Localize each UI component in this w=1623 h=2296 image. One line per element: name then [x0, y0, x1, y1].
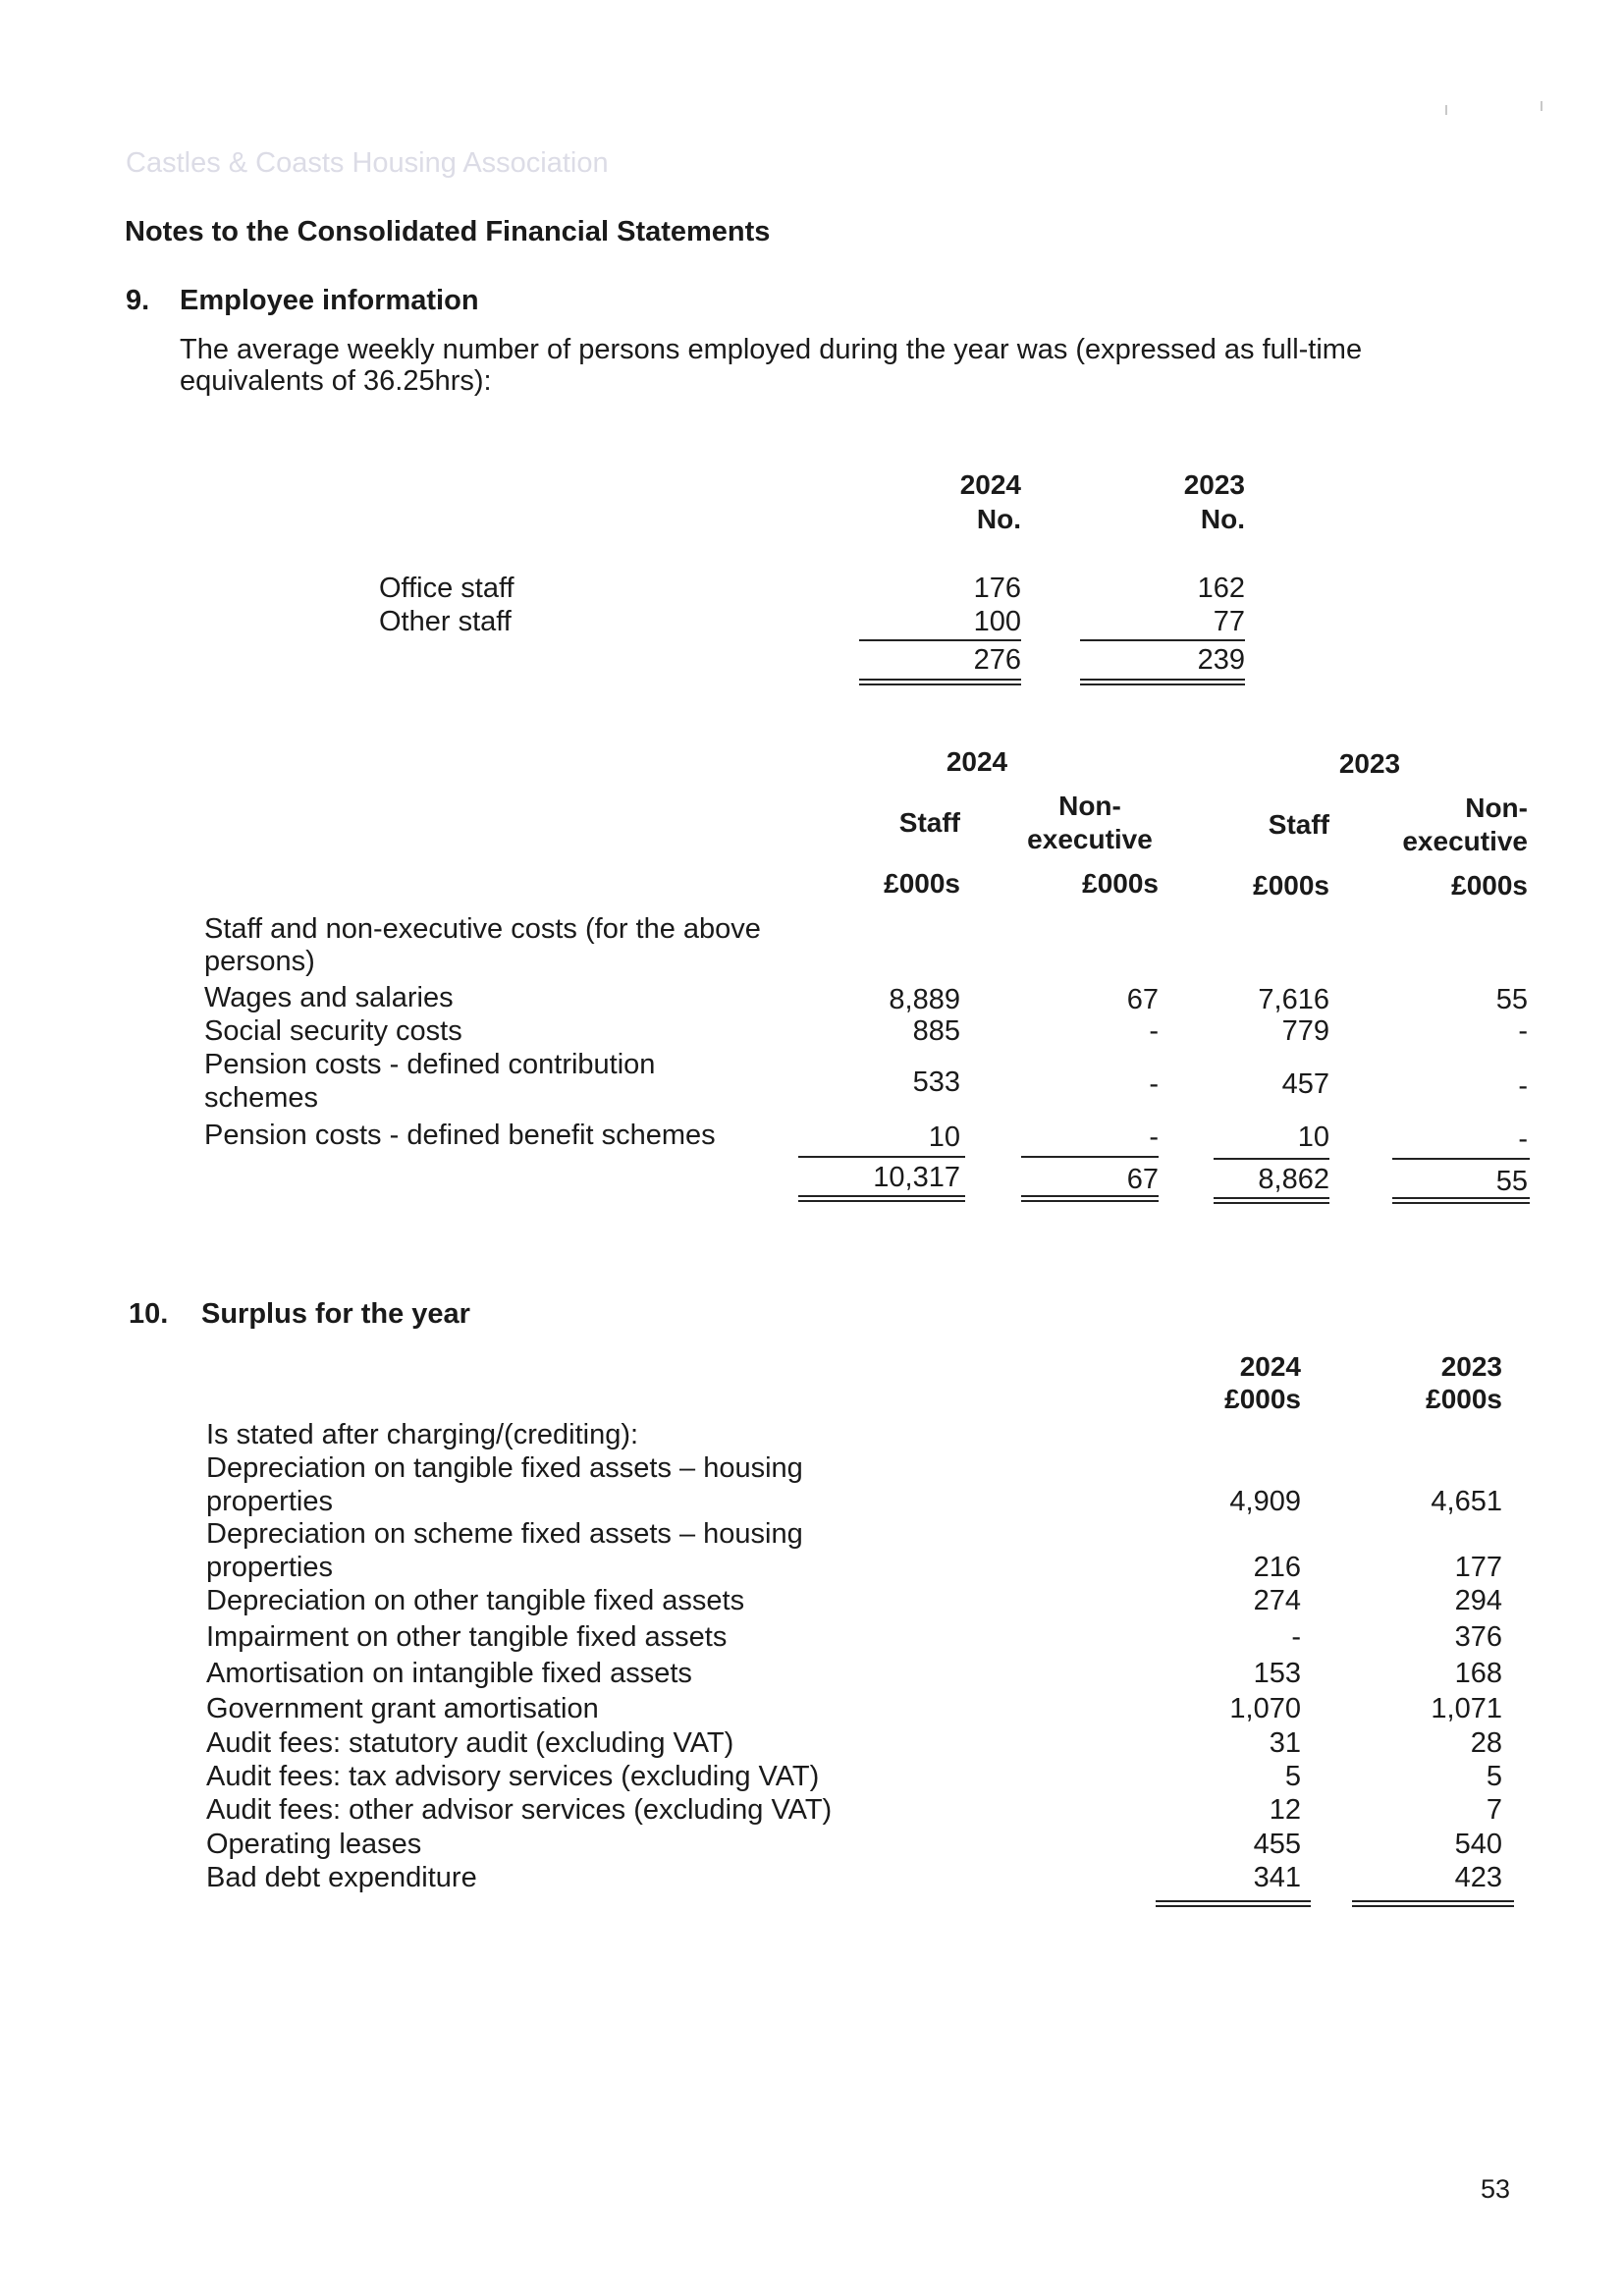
costs-year-2024: 2024	[946, 746, 1008, 777]
total-double-rule	[1392, 1197, 1530, 1204]
note10-number: 10.	[129, 1298, 169, 1330]
note9-intro-line1: The average weekly number of persons employed during the year was (expressed as full-time	[180, 334, 1363, 365]
costs-total-nonexec-2023: 55	[1495, 1166, 1528, 1197]
costs-row-nonexec-2024: -	[1149, 1121, 1159, 1153]
subtotal-rule	[1021, 1156, 1159, 1158]
surplus-row-2024: 216	[1253, 1552, 1301, 1583]
headcount-row-2024: 100	[973, 606, 1021, 637]
surplus-row-label-cont: properties	[206, 1552, 333, 1583]
costs-header-nonexec-2024-line1: Non-	[1058, 791, 1121, 821]
headcount-col-2023: 2023	[1183, 469, 1245, 500]
headcount-total-2024: 276	[973, 644, 1021, 676]
costs-row-nonexec-2024: -	[1149, 1068, 1159, 1100]
surplus-row-2024: 341	[1253, 1862, 1301, 1893]
costs-unit-nonexec-2024: £000s	[1082, 868, 1159, 899]
headcount-row-2023: 162	[1197, 573, 1245, 604]
subtotal-rule	[1080, 639, 1245, 641]
headcount-row-label: Office staff	[379, 573, 514, 604]
total-double-rule	[1214, 1197, 1329, 1204]
note10-title: Surplus for the year	[201, 1298, 470, 1330]
costs-row-nonexec-2023: -	[1518, 1015, 1528, 1047]
surplus-row-label: Operating leases	[206, 1829, 422, 1860]
costs-row-staff-2023: 7,616	[1258, 984, 1329, 1015]
costs-heading-line1: Staff and non-executive costs (for the above	[204, 913, 761, 945]
costs-total-staff-2023: 8,862	[1258, 1164, 1329, 1195]
scan-mark	[1541, 101, 1542, 111]
surplus-row-2023: 5	[1486, 1761, 1502, 1792]
surplus-row-label-cont: properties	[206, 1486, 333, 1517]
costs-row-label: Wages and salaries	[204, 982, 454, 1013]
surplus-row-2023: 177	[1454, 1552, 1502, 1583]
surplus-row-2024: 31	[1269, 1727, 1301, 1759]
note9-number: 9.	[126, 285, 150, 316]
subtotal-rule	[1214, 1158, 1329, 1160]
surplus-row-2024: 12	[1269, 1794, 1301, 1826]
costs-row-staff-2024: 10	[928, 1121, 960, 1153]
costs-unit-staff-2023: £000s	[1253, 870, 1329, 901]
surplus-row-2024: 4,909	[1229, 1486, 1301, 1517]
total-double-rule	[859, 679, 1021, 685]
headcount-row-2023: 77	[1213, 606, 1245, 637]
surplus-row-label: Audit fees: tax advisory services (excluding VAT)	[206, 1761, 820, 1792]
surplus-row-label: Government grant amortisation	[206, 1693, 599, 1724]
costs-header-staff-2023: Staff	[1268, 809, 1329, 840]
surplus-row-2023: 540	[1454, 1829, 1502, 1860]
headcount-total-2023: 239	[1197, 644, 1245, 676]
surplus-row-2024: 274	[1253, 1585, 1301, 1616]
surplus-row-2023: 168	[1454, 1658, 1502, 1689]
surplus-col-2023: 2023	[1440, 1351, 1502, 1382]
costs-row-label-cont: schemes	[204, 1082, 319, 1114]
costs-row-staff-2023: 10	[1297, 1121, 1329, 1153]
surplus-row-2024: 455	[1253, 1829, 1301, 1860]
org-name-watermark: Castles & Coasts Housing Association	[126, 147, 609, 179]
surplus-row-2023: 7	[1486, 1794, 1502, 1826]
surplus-row-2023: 4,651	[1431, 1486, 1502, 1517]
costs-total-nonexec-2024: 67	[1126, 1164, 1159, 1195]
subtotal-rule	[1392, 1158, 1530, 1160]
costs-row-staff-2024: 885	[912, 1015, 960, 1047]
headcount-row-label: Other staff	[379, 606, 512, 637]
costs-total-staff-2024: 10,317	[873, 1162, 960, 1193]
costs-row-label: Pension costs - defined benefit schemes	[204, 1120, 716, 1151]
headcount-unit-2024: No.	[976, 504, 1021, 534]
surplus-row-2023: 294	[1454, 1585, 1502, 1616]
surplus-row-label: Amortisation on intangible fixed assets	[206, 1658, 692, 1689]
surplus-row-2023: 376	[1454, 1621, 1502, 1653]
surplus-intro: Is stated after charging/(crediting):	[206, 1419, 639, 1450]
total-double-rule	[1080, 679, 1245, 685]
costs-row-staff-2023: 779	[1281, 1015, 1329, 1047]
surplus-row-2023: 423	[1454, 1862, 1502, 1893]
costs-heading-line2: persons)	[204, 946, 315, 977]
surplus-row-label: Audit fees: other advisor services (excluding VAT)	[206, 1794, 833, 1826]
surplus-row-2023: 28	[1470, 1727, 1502, 1759]
surplus-row-label: Impairment on other tangible fixed assets	[206, 1621, 728, 1653]
surplus-row-2024: 1,070	[1229, 1693, 1301, 1724]
costs-header-nonexec-2023-line2: executive	[1402, 826, 1528, 856]
subtotal-rule	[798, 1156, 965, 1158]
headcount-col-2024: 2024	[959, 469, 1021, 500]
costs-row-staff-2024: 8,889	[889, 984, 960, 1015]
surplus-row-label: Depreciation on other tangible fixed assets	[206, 1585, 745, 1616]
surplus-row-label: Bad debt expenditure	[206, 1862, 477, 1893]
costs-unit-staff-2024: £000s	[884, 868, 960, 899]
page-number: 53	[1480, 2174, 1510, 2204]
total-double-rule	[1352, 1900, 1514, 1907]
costs-header-staff-2024: Staff	[898, 807, 960, 838]
surplus-row-label: Depreciation on tangible fixed assets – housing	[206, 1452, 803, 1484]
surplus-unit-2023: £000s	[1426, 1384, 1502, 1414]
doc-title: Notes to the Consolidated Financial Statements	[125, 216, 771, 247]
costs-row-label: Social security costs	[204, 1015, 462, 1047]
costs-header-nonexec-2024-line2: executive	[1027, 824, 1153, 854]
total-double-rule	[798, 1195, 965, 1202]
scan-mark	[1445, 105, 1447, 115]
costs-row-nonexec-2024: 67	[1126, 984, 1159, 1015]
costs-year-2023: 2023	[1338, 748, 1401, 779]
costs-row-staff-2023: 457	[1281, 1068, 1329, 1100]
surplus-row-2023: 1,071	[1431, 1693, 1502, 1724]
costs-unit-nonexec-2023: £000s	[1451, 870, 1528, 901]
surplus-row-2024: 5	[1284, 1761, 1301, 1792]
costs-row-nonexec-2023: -	[1518, 1070, 1528, 1102]
headcount-unit-2023: No.	[1200, 504, 1245, 534]
surplus-col-2024: 2024	[1239, 1351, 1301, 1382]
surplus-unit-2024: £000s	[1224, 1384, 1301, 1414]
note9-intro-line2: equivalents of 36.25hrs):	[180, 365, 492, 397]
note9-title: Employee information	[180, 285, 479, 316]
costs-row-staff-2024: 533	[912, 1066, 960, 1098]
headcount-row-2024: 176	[973, 573, 1021, 604]
surplus-row-2024: 153	[1253, 1658, 1301, 1689]
subtotal-rule	[859, 639, 1021, 641]
costs-row-nonexec-2023: -	[1518, 1123, 1528, 1155]
costs-row-nonexec-2023: 55	[1495, 984, 1528, 1015]
surplus-row-label: Audit fees: statutory audit (excluding VAT)	[206, 1727, 734, 1759]
surplus-row-label: Depreciation on scheme fixed assets – housing	[206, 1518, 803, 1550]
total-double-rule	[1156, 1900, 1311, 1907]
costs-header-nonexec-2023-line1: Non-	[1465, 793, 1528, 823]
costs-row-nonexec-2024: -	[1149, 1015, 1159, 1047]
surplus-row-2024: -	[1291, 1621, 1301, 1653]
costs-row-label: Pension costs - defined contribution	[204, 1049, 656, 1080]
total-double-rule	[1021, 1195, 1159, 1202]
